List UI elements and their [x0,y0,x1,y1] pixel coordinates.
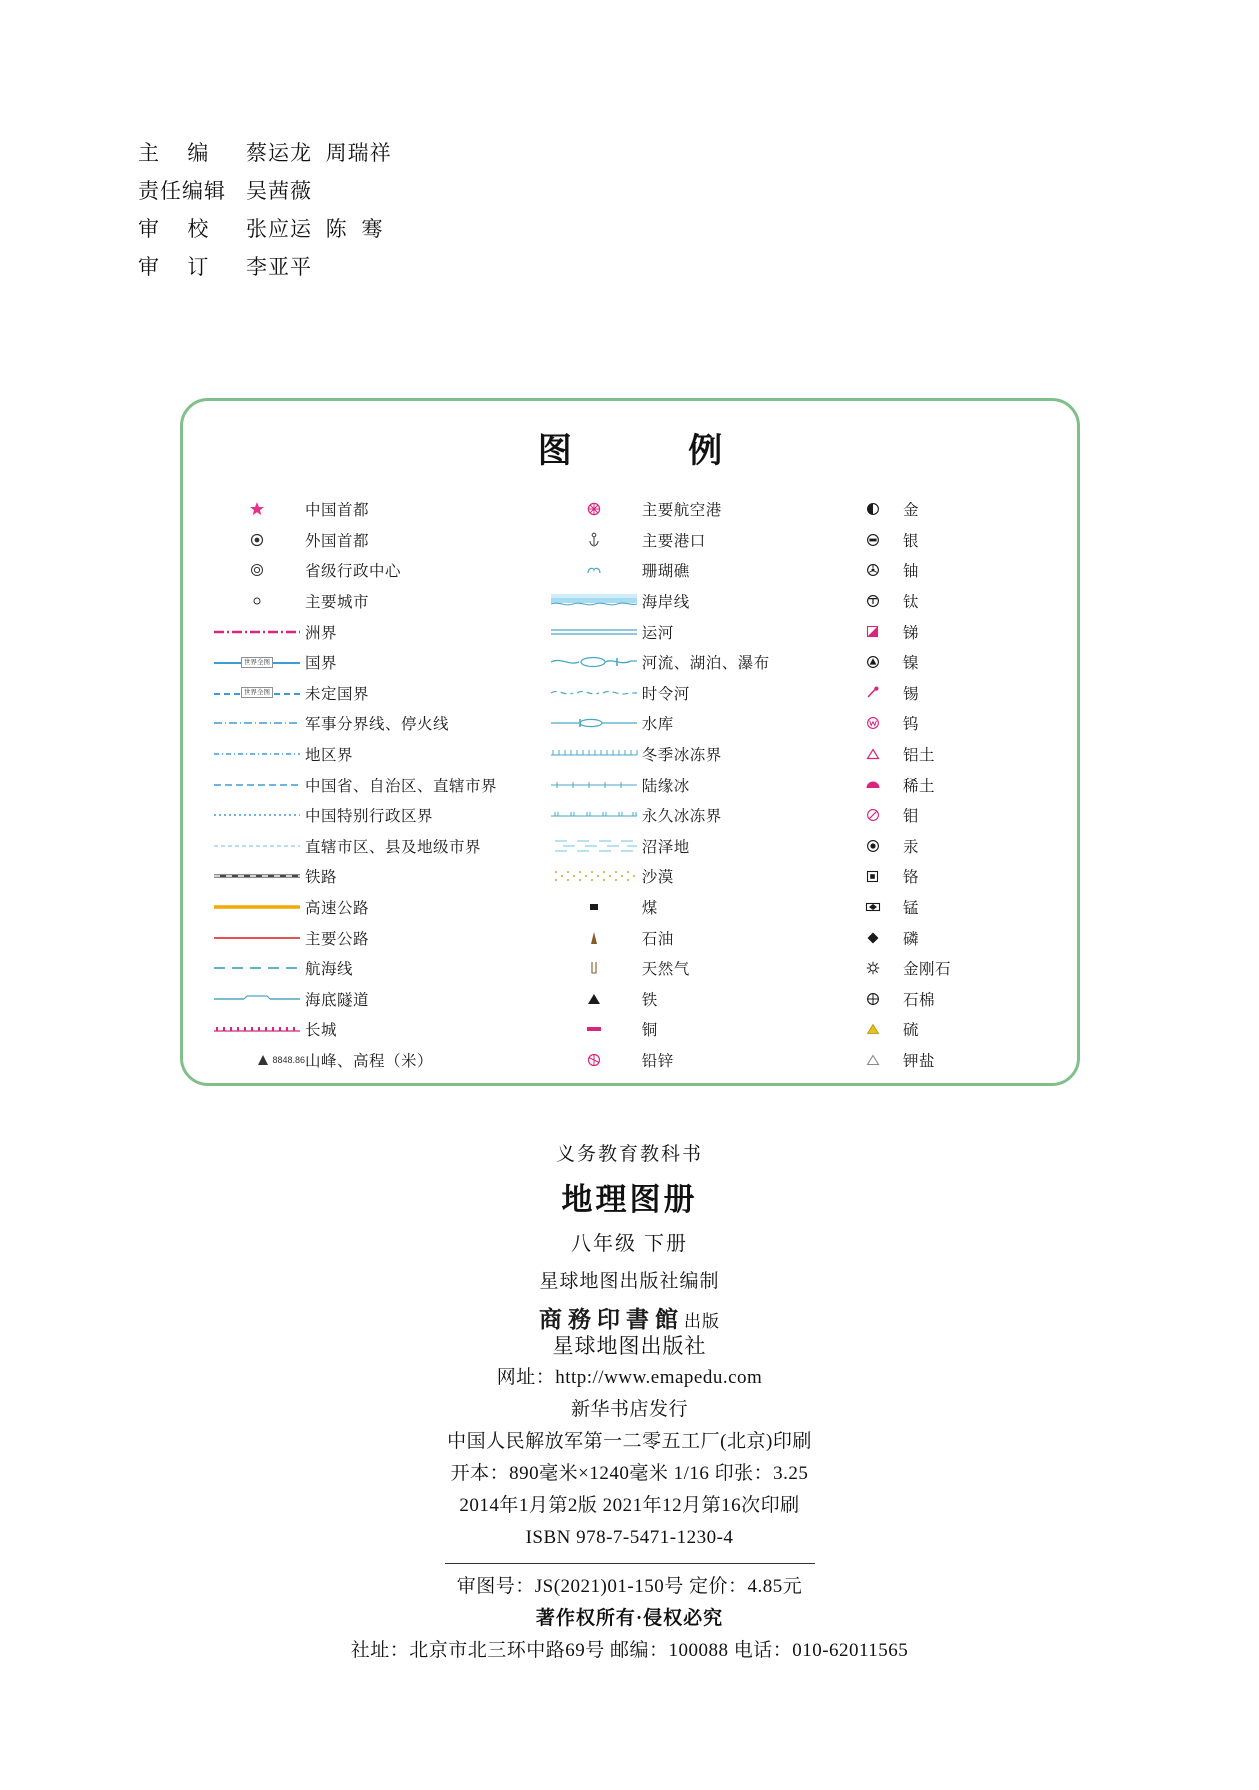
double-circle-icon [209,557,305,583]
legend-entry [209,953,546,984]
legend-column-2 [546,494,843,1075]
legend-entry [209,739,546,770]
grade-volume: 八年级 下册 [571,1232,688,1255]
legend-label: 钼 [902,808,919,826]
credit-row [138,211,392,249]
legend-entry [209,984,546,1015]
legend-entry [209,1014,546,1045]
coral-reef-icon [546,557,642,583]
legend-entry [843,678,1051,709]
legend-entry [209,1045,546,1076]
legend-entry [546,861,843,892]
desert-icon [546,863,642,889]
legend-entry [843,708,1051,739]
phosphorus-icon [843,925,903,951]
legend-entry [546,1014,843,1045]
legend-label: 航海线 [305,961,354,979]
legend-label: 主要航空港 [641,502,722,520]
legend-entry [209,861,546,892]
legend-label: 冬季冰冻界 [641,747,722,765]
sulfur-icon [843,1016,903,1042]
legend-entry [843,892,1051,923]
legend-entry [546,1045,843,1076]
coastline-icon [546,588,642,614]
distributor: 新华书店发行 [570,1398,688,1420]
legend-entry [209,922,546,953]
canal-icon [546,619,642,645]
legend-label: 主要港口 [641,532,706,550]
legend-label: 钨 [902,716,919,734]
legend-label: 锑 [902,624,919,642]
legend-entry [843,984,1051,1015]
legend-label: 锡 [902,685,919,703]
anchor-icon [546,527,642,553]
credit-role: 审 校 [138,218,210,241]
legend-entry [546,922,843,953]
legend-entry [843,769,1051,800]
county-boundary-line-icon [209,833,305,859]
shipping-route-line-icon [209,955,305,981]
legend-label: 汞 [902,838,919,856]
legend-label: 磷 [902,930,919,948]
nickel-icon [843,649,903,675]
legend-label: 天然气 [641,961,690,979]
winter-ice-limit-icon [546,741,642,767]
legend-entry [546,953,843,984]
small-circle-icon [209,588,305,614]
legend-label: 未定国界 [305,685,370,703]
legend-entry [546,494,843,525]
legend-title: 图 例 [537,433,777,470]
legend-label: 水库 [641,716,674,734]
legend-label: 硫 [902,1022,919,1040]
legend-label: 煤 [641,900,658,918]
legend-label: 外国首都 [305,532,370,550]
credit-role: 责任编辑 [138,180,226,203]
legend-entry [209,831,546,862]
compiler-name: 星球地图出版社编制 [539,1270,720,1292]
railway-line-icon [209,863,305,889]
credit-names: 吴茜薇 [246,180,312,203]
credit-row [138,135,392,173]
legend-label: 主要公路 [305,930,370,948]
legend-entry [843,616,1051,647]
legend-entry [843,831,1051,862]
rare-earth-icon [843,772,903,798]
legend-label: 镍 [902,655,919,673]
legend-label: 永久冰冻界 [641,808,722,826]
legend-label: 沙漠 [641,869,674,887]
legend-entry [209,494,546,525]
legend-entry [843,494,1051,525]
national-boundary-line-icon [209,649,305,675]
legend-entry [546,647,843,678]
format-spec: 开本：890毫米×1240毫米 1/16 印张：3.25 [450,1462,809,1484]
legend-label: 钛 [902,594,919,612]
credit-names: 李亚平 [246,256,312,279]
shelf-ice-icon [546,772,642,798]
legend-entry [546,586,843,617]
legend-label: 锰 [902,900,919,918]
legend-box-note: 世界全图 [241,687,273,698]
bauxite-icon [843,741,903,767]
legend-entry [546,769,843,800]
credit-role: 主 编 [138,142,210,165]
legend-label: 中国特别行政区界 [305,808,434,826]
asbestos-icon [843,986,903,1012]
expressway-line-icon [209,894,305,920]
molybdenum-icon [843,802,903,828]
legend-label: 银 [902,532,919,550]
peak-elevation-icon [209,1047,305,1073]
antimony-icon [843,619,903,645]
continent-boundary-line-icon [209,619,305,645]
series-name: 义务教育教科书 [555,1144,703,1165]
legend-label: 铁 [641,991,658,1009]
legend-entry [843,647,1051,678]
printer: 中国人民解放军第一二零五工厂(北京)印刷 [447,1430,812,1452]
river-lake-waterfall-icon [546,649,642,675]
legend-entry [546,616,843,647]
publisher-stamp: 商務印書館 [539,1306,684,1332]
permanent-ice-limit-icon [546,802,642,828]
legend-label: 铀 [902,563,919,581]
legend-entry [209,708,546,739]
legend-label: 长城 [305,1022,338,1040]
legend-entry [546,678,843,709]
potash-icon [843,1047,903,1073]
legend-label: 珊瑚礁 [641,563,690,581]
legend-label: 石油 [641,930,674,948]
legend-label: 海岸线 [641,594,690,612]
legend-entry [843,739,1051,770]
credit-names: 蔡运龙 周瑞祥 [246,142,392,165]
legend-label: 铁路 [305,869,338,887]
legend-entry [843,555,1051,586]
gold-icon [843,496,903,522]
legend-column-3 [843,494,1051,1075]
website-url: 网址：http://www.emapedu.com [496,1366,763,1388]
publisher-secondary: 星球地图出版社 [552,1333,707,1358]
iron-icon [546,986,642,1012]
legend-entry [843,922,1051,953]
ceasefire-line-icon [209,710,305,736]
legend-label: 海底隧道 [305,991,370,1009]
legend-entry [843,586,1051,617]
reservoir-icon [546,710,642,736]
legend-label: 石棉 [902,991,935,1009]
legend-entry [843,1014,1051,1045]
legend-entry [546,892,843,923]
legend-label: 铜 [641,1022,658,1040]
peak-elevation-value: 8848.86 [272,1054,305,1065]
undefined-boundary-line-icon [209,680,305,706]
legend-entry [209,800,546,831]
legend-label: 沼泽地 [641,838,690,856]
great-wall-line-icon [209,1016,305,1042]
main-road-line-icon [209,925,305,951]
credit-row [138,249,392,287]
copyright-notice: 著作权所有·侵权必究 [535,1607,724,1629]
legend-entry [209,555,546,586]
legend-label: 高速公路 [305,900,370,918]
legend-columns [183,494,1077,1075]
legend-entry [546,984,843,1015]
legend-label: 金 [902,502,919,520]
marsh-icon [546,833,642,859]
uranium-icon [843,557,903,583]
legend-label: 主要城市 [305,594,370,612]
legend-label: 铝土 [902,747,935,765]
legend-entry [209,678,546,709]
legend-entry [843,1045,1051,1076]
legend-column-1 [209,494,546,1075]
legend-label: 中国首都 [305,502,370,520]
book-title: 地理图册 [561,1182,698,1218]
lead-zinc-icon [546,1047,642,1073]
airport-icon [546,496,642,522]
sar-boundary-line-icon [209,802,305,828]
legend-entry [209,586,546,617]
address-contact: 社址：北京市北三环中路69号 邮编：100088 电话：010-62011565 [350,1639,909,1661]
undersea-tunnel-line-icon [209,986,305,1012]
credit-row [138,173,392,211]
legend-label: 铬 [902,869,919,887]
credits-block [138,135,392,287]
isbn: ISBN 978-7-5471-1230-4 [525,1526,734,1548]
intermittent-river-icon [546,680,642,706]
star-red-icon [209,496,305,522]
circle-dot-icon [209,527,305,553]
legend-entry [546,739,843,770]
silver-icon [843,527,903,553]
legend-label: 省级行政中心 [305,563,402,581]
legend-entry [209,647,546,678]
credit-role: 审 订 [138,256,210,279]
manganese-icon [843,894,903,920]
publisher-suffix: 出版 [684,1311,720,1331]
legend-label: 河流、湖泊、瀑布 [641,655,770,673]
legend-label: 国界 [305,655,338,673]
mercury-icon [843,833,903,859]
legend-panel [180,398,1080,1086]
legend-entry [843,525,1051,556]
legend-label: 铅锌 [641,1052,674,1070]
legend-label: 军事分界线、停火线 [305,716,450,734]
legend-entry [209,769,546,800]
tungsten-icon [843,710,903,736]
legend-entry [843,953,1051,984]
colophon-block [0,1140,1259,1666]
diamond-icon [843,955,903,981]
oil-icon [546,925,642,951]
natural-gas-icon [546,955,642,981]
chromium-icon [843,863,903,889]
legend-label: 金刚石 [902,961,951,979]
legend-label: 中国省、自治区、直辖市界 [305,777,498,795]
legend-box-note: 世界全图 [241,657,273,668]
review-number-price: 审图号：JS(2021)01-150号 定价：4.85元 [456,1575,803,1597]
publisher-block [0,1301,1259,1357]
legend-label: 时令河 [641,685,690,703]
legend-entry [209,892,546,923]
region-boundary-line-icon [209,741,305,767]
legend-entry [209,525,546,556]
legend-entry [546,831,843,862]
legend-label: 山峰、高程（米） [305,1052,434,1070]
copper-icon [546,1016,642,1042]
legend-label: 钾盐 [902,1052,935,1070]
titanium-icon [843,588,903,614]
legend-label: 稀土 [902,777,935,795]
legend-label: 洲界 [305,624,338,642]
legend-label: 直辖市区、县及地级市界 [305,838,482,856]
legend-entry [546,555,843,586]
legend-label: 陆缘冰 [641,777,690,795]
credit-names: 张应运 陈 骞 [246,218,384,241]
legend-entry [843,800,1051,831]
tin-icon [843,680,903,706]
legend-label: 运河 [641,624,674,642]
edition-info: 2014年1月第2版 2021年12月第16次印刷 [459,1494,800,1516]
legend-entry [843,861,1051,892]
legend-entry [546,800,843,831]
legend-entry [209,616,546,647]
legend-entry [546,525,843,556]
legend-entry [546,708,843,739]
legend-label: 地区界 [305,747,354,765]
province-boundary-line-icon [209,772,305,798]
coal-icon [546,894,642,920]
divider [445,1563,815,1564]
